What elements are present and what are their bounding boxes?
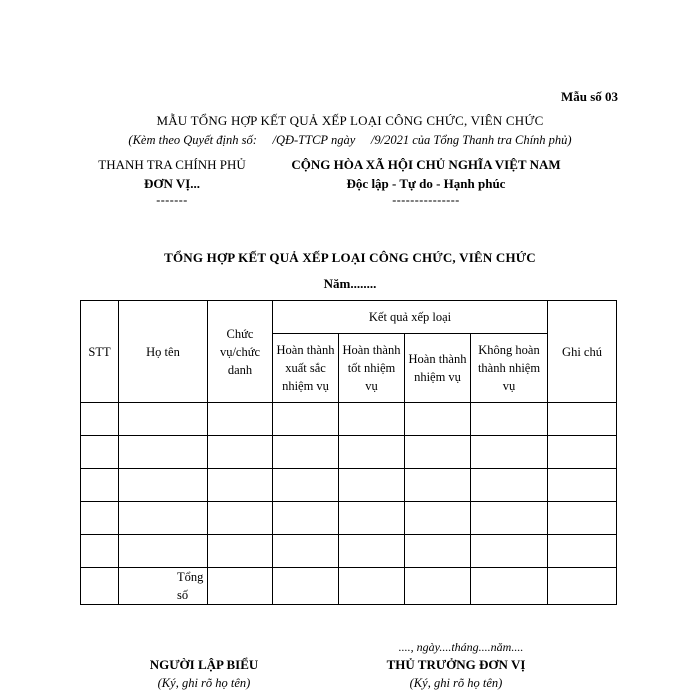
table-cell: [208, 502, 273, 535]
table-cell: [339, 469, 405, 502]
total-cell: [471, 568, 548, 605]
table-cell: [548, 436, 617, 469]
creator-sign-note: (Ký, ghi rõ họ tên): [157, 676, 251, 690]
table-cell: [548, 535, 617, 568]
table-cell: [339, 403, 405, 436]
left-divider: -------: [156, 193, 188, 207]
table-cell: [339, 502, 405, 535]
table-cell: [471, 436, 548, 469]
total-cell: [548, 568, 617, 605]
col-header-result-group: Kết quả xếp loại: [273, 301, 548, 334]
form-title: MẪU TỔNG HỢP KẾT QUẢ XẾP LOẠI CÔNG CHỨC, VIÊN CHỨC: [156, 113, 544, 128]
table-cell: [548, 469, 617, 502]
unit-name: ĐƠN VỊ...: [143, 176, 201, 191]
total-row: [81, 568, 617, 605]
creator-title: NGƯỜI LẬP BIỂU: [149, 657, 259, 672]
table-cell: [273, 535, 339, 568]
date-line: ...., ngày....tháng....năm....: [398, 640, 524, 654]
table-cell: [119, 436, 208, 469]
table-cell: [119, 469, 208, 502]
table-row: [81, 403, 617, 436]
table-cell: [208, 535, 273, 568]
table-cell: [119, 403, 208, 436]
table-row: [81, 469, 617, 502]
attachment-note: (Kèm theo Quyết định số: /QĐ-TTCP ngày /9/2021 của Tổng Thanh tra Chính phủ): [128, 133, 572, 147]
table-cell: [471, 469, 548, 502]
table-cell: [405, 436, 471, 469]
table-row: [81, 502, 617, 535]
agency-name: THANH TRA CHÍNH PHỦ: [98, 157, 246, 172]
col-header-incomplete: Không hoàn thành nhiệm vụ: [471, 334, 548, 403]
total-cell: [405, 568, 471, 605]
table-cell: [471, 535, 548, 568]
col-header-stt: STT: [81, 301, 119, 403]
col-header-name: Họ tên: [119, 301, 208, 403]
nation-title: CỘNG HÒA XÃ HỘI CHỦ NGHĨA VIỆT NAM: [291, 157, 561, 172]
table-cell: [119, 535, 208, 568]
table-cell: [81, 469, 119, 502]
table-cell: [119, 502, 208, 535]
table-cell: [405, 403, 471, 436]
table-cell: [273, 469, 339, 502]
table-cell: [273, 436, 339, 469]
table-row: [81, 535, 617, 568]
table-cell: [548, 403, 617, 436]
total-cell: [273, 568, 339, 605]
table-row: [81, 436, 617, 469]
table-cell: [471, 403, 548, 436]
national-motto: Độc lập - Tự do - Hạnh phúc: [346, 176, 506, 191]
table-cell: [405, 535, 471, 568]
header-row-1: [81, 301, 617, 334]
table-cell: [339, 436, 405, 469]
table-cell: [208, 403, 273, 436]
col-header-note: Ghi chú: [548, 301, 617, 403]
right-divider: ---------------: [392, 193, 460, 207]
table-cell: [405, 502, 471, 535]
table-cell: [273, 502, 339, 535]
col-header-excellent: Hoàn thành xuất sắc nhiệm vụ: [273, 334, 339, 403]
head-title: THỦ TRƯỞNG ĐƠN VỊ: [386, 657, 526, 672]
result-table: [80, 300, 617, 605]
total-cell-stt: [81, 568, 119, 605]
table-cell: [81, 502, 119, 535]
table-cell: [208, 436, 273, 469]
form-number: Mẫu số 03: [560, 89, 618, 104]
total-cell: [208, 568, 273, 605]
total-cell: [339, 568, 405, 605]
col-header-position: Chức vụ/chức danh: [208, 301, 273, 403]
table-cell: [81, 403, 119, 436]
table-cell: [81, 535, 119, 568]
table-cell: [471, 502, 548, 535]
report-year: Năm........: [323, 276, 377, 291]
report-title: TỔNG HỢP KẾT QUẢ XẾP LOẠI CÔNG CHỨC, VIÊN CHỨC: [164, 250, 536, 265]
table-cell: [81, 436, 119, 469]
table-cell: [208, 469, 273, 502]
table-body: [81, 403, 617, 568]
col-header-complete: Hoàn thành nhiệm vụ: [405, 334, 471, 403]
table-cell: [339, 535, 405, 568]
table-cell: [405, 469, 471, 502]
head-sign-note: (Ký, ghi rõ họ tên): [409, 676, 503, 690]
col-header-good: Hoàn thành tốt nhiệm vụ: [339, 334, 405, 403]
table-cell: [548, 502, 617, 535]
table-cell: [273, 403, 339, 436]
total-label: Tổng số: [119, 568, 208, 605]
